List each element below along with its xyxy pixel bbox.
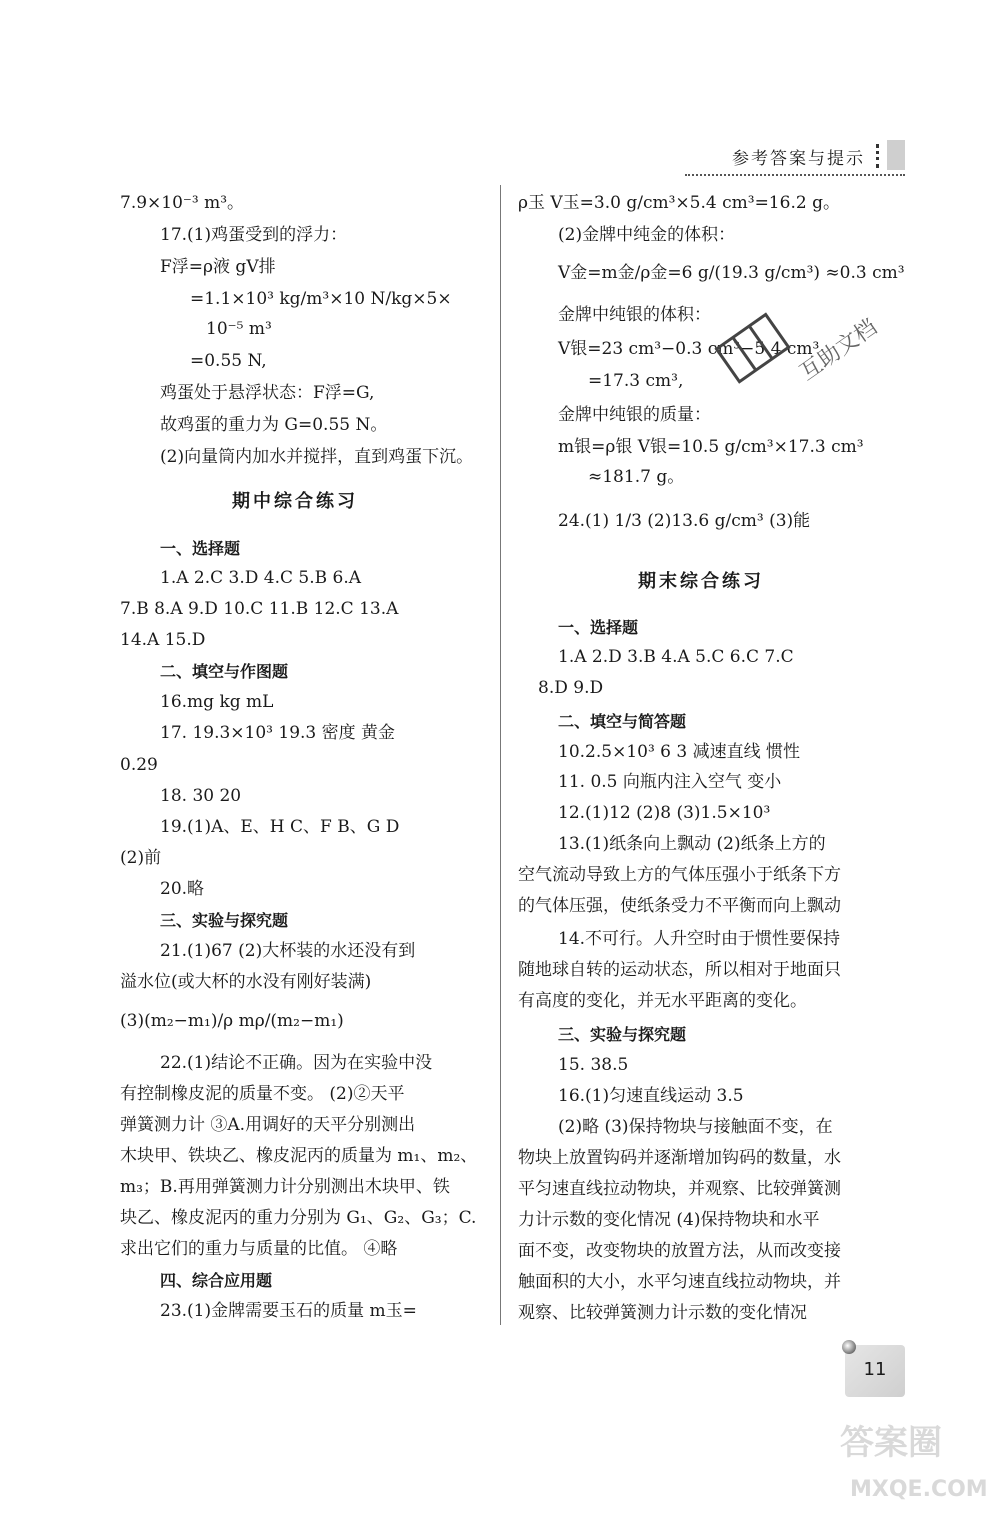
text-line: 17.(1)鸡蛋受到的浮力： (160, 225, 348, 245)
header-bar-decoration (887, 140, 905, 170)
text-line: =17.3 cm³, (588, 371, 684, 391)
text-line: (3)(m₂−m₁)/ρ mρ/(m₂−m₁) (120, 1011, 344, 1031)
section-heading: 四、综合应用题 (160, 1271, 273, 1290)
text-line: 17. 19.3×10³ 19.3 密度 黄金 (160, 723, 396, 743)
text-line: 10⁻⁵ m³ (206, 319, 272, 339)
stamp-logo (700, 280, 882, 390)
text-line: 木块甲、铁块乙、橡皮泥丙的质量为 m₁、m₂、 (120, 1146, 478, 1166)
text-line: 物块上放置钩码并逐渐增加钩码的数量，水 (518, 1148, 841, 1168)
text-line: 鸡蛋处于悬浮状态：F浮=G, (160, 383, 375, 403)
text-line: ≈181.7 g。 (588, 467, 685, 487)
text-line: 18. 30 20 (160, 786, 242, 806)
svg-text:互助文档: 互助文档 (795, 314, 882, 386)
text-line: 7.9×10⁻³ m³。 (120, 193, 245, 213)
text-line: F浮=ρ液 gV排 (160, 257, 276, 277)
text-line: 触面积的大小，水平匀速直线拉动物块，并 (518, 1272, 841, 1292)
text-line: 面不变，改变物块的放置方法，从而改变接 (518, 1241, 841, 1261)
text-line: 22.(1)结论不正确。因为在实验中没 (160, 1053, 433, 1073)
text-line: 14.A 15.D (120, 630, 206, 650)
section-heading: 一、选择题 (160, 539, 241, 558)
header-title: 参考答案与提示 (732, 149, 865, 169)
text-line: 7.B 8.A 9.D 10.C 11.B 12.C 13.A (120, 599, 399, 619)
text-line: 14.不可行。人升空时由于惯性要保持 (558, 929, 841, 949)
text-line: (2)略 (3)保持物块与接触面不变，在 (558, 1117, 833, 1137)
text-line: 求出它们的重力与质量的比值。 ④略 (120, 1239, 398, 1259)
text-line: 弹簧测力计 ③A.用调好的天平分别测出 (120, 1115, 416, 1135)
page-number-box (845, 1345, 905, 1397)
text-line: 的气体压强，使纸条受力不平衡而向上飘动 (518, 896, 841, 916)
section-heading: 三、实验与探究题 (558, 1025, 687, 1044)
watermark-logo (840, 1415, 990, 1515)
text-line: =0.55 N, (190, 351, 267, 371)
text-line: =1.1×10³ kg/m³×10 N/kg×5× (190, 289, 452, 309)
page-header (685, 140, 905, 176)
text-line: 故鸡蛋的重力为 G=0.55 N。 (160, 415, 388, 435)
text-line: 8.D 9.D (538, 678, 604, 698)
section-title-final: 期末综合练习 (638, 571, 764, 592)
watermark-main: 答案圈 (840, 1423, 942, 1463)
text-line: 0.29 (120, 755, 158, 775)
watermark-site: MXQE.COM (850, 1477, 988, 1502)
page-number: 11 (863, 1359, 887, 1380)
text-line: m银=ρ银 V银=10.5 g/cm³×17.3 cm³ (558, 437, 864, 457)
text-line: 16.mg kg mL (160, 692, 274, 712)
section-heading: 一、选择题 (558, 618, 639, 637)
text-line: 金牌中纯银的体积： (558, 305, 711, 325)
text-line: 平匀速直线拉动物块，并观察、比较弹簧测 (518, 1179, 841, 1199)
text-line: m₃；B.再用弹簧测力计分别测出木块甲、铁 (120, 1177, 450, 1197)
text-line: 力计示数的变化情况 (4)保持物块和水平 (518, 1210, 820, 1230)
text-line: (2)金牌中纯金的体积： (558, 225, 736, 245)
text-line: (2)向量筒内加水并搅拌，直到鸡蛋下沉。 (160, 447, 474, 467)
text-line: 1.A 2.D 3.B 4.A 5.C 6.C 7.C (558, 647, 794, 667)
text-line: 1.A 2.C 3.D 4.C 5.B 6.A (160, 568, 362, 588)
text-line: 23.(1)金牌需要玉石的质量 m玉= (160, 1301, 417, 1321)
text-line: 19.(1)A、E、H C、F B、G D (160, 817, 400, 837)
text-line: 有控制橡皮泥的质量不变。 (2)②天平 (120, 1084, 405, 1104)
text-line: 金牌中纯银的质量： (558, 405, 711, 425)
text-line: (2)前 (120, 848, 162, 868)
section-heading: 三、实验与探究题 (160, 911, 289, 930)
text-line: 块乙、橡皮泥丙的重力分别为 G₁、G₂、G₃；C. (120, 1208, 477, 1228)
text-line: ρ玉 V玉=3.0 g/cm³×5.4 cm³=16.2 g。 (518, 193, 840, 213)
section-title-midterm: 期中综合练习 (232, 491, 358, 512)
text-line: 11. 0.5 向瓶内注入空气 变小 (558, 772, 782, 792)
text-line: 溢水位(或大杯的水没有刚好装满) (120, 972, 372, 992)
header-dots-decoration (876, 144, 883, 168)
text-line: 13.(1)纸条向上飘动 (2)纸条上方的 (558, 834, 826, 854)
text-line: 24.(1) 1/3 (2)13.6 g/cm³ (3)能 (558, 511, 811, 531)
column-divider (500, 185, 501, 1325)
section-heading: 二、填空与作图题 (160, 662, 289, 681)
text-line: 16.(1)匀速直线运动 3.5 (558, 1086, 744, 1106)
text-line: 12.(1)12 (2)8 (3)1.5×10³ (558, 803, 771, 823)
text-line: 15. 38.5 (558, 1055, 629, 1075)
section-heading: 二、填空与简答题 (558, 712, 687, 731)
text-line: 随地球自转的运动状态，所以相对于地面只 (518, 960, 841, 980)
page-dot-decoration (842, 1340, 856, 1354)
text-line: 20.略 (160, 879, 205, 899)
text-line: V银=23 cm³−0.3 cm³−5.4 cm³ (558, 339, 820, 359)
text-line: 21.(1)67 (2)大杯装的水还没有到 (160, 941, 416, 961)
text-line: 有高度的变化，并无水平距离的变化。 (518, 991, 807, 1011)
text-line: V金=m金/ρ金=6 g/(19.3 g/cm³) ≈0.3 cm³ (558, 263, 905, 283)
text-line: 观察、比较弹簧测力计示数的变化情况 (518, 1303, 807, 1323)
text-line: 10.2.5×10³ 6 3 减速直线 惯性 (558, 742, 801, 762)
text-line: 空气流动导致上方的气体压强小于纸条下方 (518, 865, 841, 885)
